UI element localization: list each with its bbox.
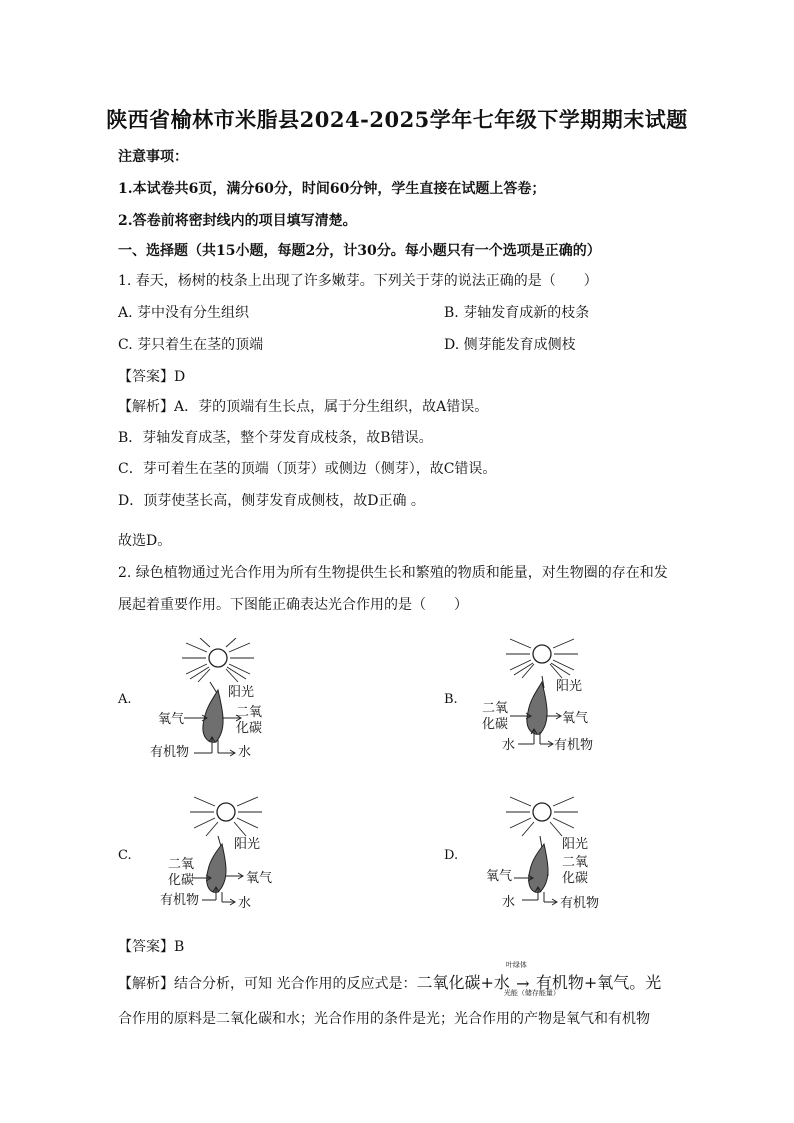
diagram-b-letter: B.: [444, 692, 458, 707]
question-1-option-d: D. 侧芽能发育成侧枝: [444, 337, 576, 353]
explanation-suffix: 。光: [629, 973, 662, 992]
light-ray-icon: [540, 836, 542, 848]
label-left-top-1: 二氧: [168, 857, 195, 872]
label-right-bottom: 有机物: [554, 738, 594, 753]
question-1-explanation-4: D．顶芽使茎长高，侧芽发育成侧枝，故D正确 。: [118, 493, 425, 509]
label-sunlight: 阳光: [234, 837, 261, 852]
question-1-answer: 【答案】D: [118, 369, 186, 385]
label-right-top-1: 二氧: [236, 705, 263, 720]
sun-icon: [506, 797, 578, 836]
explanation-prefix: 【解析】结合分析，可知 光合作用的反应式是：: [118, 976, 417, 992]
leaf-icon: [527, 682, 547, 734]
page-title: 陕西省榆林市米脂县2024-2025学年七年级下学期期末试题: [106, 107, 688, 132]
diagram-a: [118, 638, 318, 768]
label-sunlight: 阳光: [562, 837, 589, 852]
formula-arrow: 叶绿体 → 光能（储存能量）: [503, 961, 560, 997]
question-2-stem-line-1: 2. 绿色植物通过光合作用为所有生物提供生长和繁殖的物质和能量，对生物圈的存在和发: [118, 565, 668, 581]
question-2-stem-line-2: 展起着重要作用。下图能正确表达光合作用的是（ ）: [118, 597, 468, 613]
label-left-top: 氧气: [486, 869, 513, 884]
question-1-explanation-3: C．芽可着生在茎的顶端（顶芽）或侧边（侧芽），故C错误。: [118, 461, 497, 477]
diagram-d-letter: D.: [444, 848, 459, 863]
notice-heading: 注意事项：: [118, 149, 188, 165]
question-2-explanation-1: [118, 961, 662, 997]
label-right-top: 氧气: [562, 711, 589, 726]
label-right-top: 氧气: [246, 871, 273, 886]
label-left-bottom: 有机物: [150, 745, 190, 760]
label-left-top: 氧气: [158, 712, 185, 727]
question-1-explanation-2: B．芽轴发育成茎，整个芽发育成枝条，故B错误。: [118, 430, 433, 446]
label-left-top-2: 化碳: [168, 873, 195, 888]
question-1-explanation-1: 【解析】A．芽的顶端有生长点，属于分生组织，故A错误。: [118, 399, 489, 415]
question-1-option-a: A. 芽中没有分生组织: [118, 305, 250, 321]
sun-icon: [506, 639, 578, 678]
diagram-d: [444, 796, 644, 926]
label-left-bottom: 水: [502, 895, 516, 910]
diagram-c-letter: C.: [118, 848, 132, 863]
label-sunlight: 阳光: [228, 685, 255, 700]
diagram-c: [118, 796, 318, 926]
question-1-option-c: C. 芽只着生在茎的顶端: [118, 337, 264, 353]
label-left-bottom: 水: [502, 738, 516, 753]
notice-item-1: 1.本试卷共6页，满分60分，时间60分钟，学生直接在试题上答卷；: [118, 181, 546, 197]
formula-products: 有机物+氧气: [535, 973, 630, 992]
label-left-top-2: 化碳: [482, 717, 509, 732]
label-sun-3: 化碳: [562, 871, 589, 886]
question-1-option-b: B. 芽轴发育成新的枝条: [444, 305, 590, 321]
label-sunlight: 阳光: [556, 679, 583, 694]
formula-reactants: 二氧化碳+水: [416, 973, 510, 992]
sun-icon: [182, 638, 254, 682]
formula-condition-bottom: 光能（储存能量）: [503, 989, 560, 997]
label-left-bottom: 有机物: [160, 893, 200, 908]
question-2-answer: 【答案】B: [118, 939, 185, 955]
question-2-explanation-2: 合作用的原料是二氧化碳和水；光合作用的条件是光；光合作用的产物是氧气和有机物: [118, 1011, 650, 1027]
leaf-icon: [203, 690, 223, 742]
sun-icon: [190, 797, 262, 836]
formula-condition-top: 叶绿体: [505, 961, 527, 969]
diagram-a-letter: A.: [118, 692, 132, 707]
label-left-top-1: 二氧: [482, 701, 509, 716]
diagram-b: [444, 636, 644, 766]
label-right-bottom: 有机物: [560, 896, 600, 911]
label-sun-2: 二氧: [562, 855, 589, 870]
leaf-icon: [529, 844, 548, 892]
section-heading: 一、选择题（共15小题，每题2分，计30分。每小题只有一个选项是正确的）: [118, 243, 601, 259]
label-right-top-2: 化碳: [236, 721, 263, 736]
notice-item-2: 2.答卷前将密封线内的项目填写清楚。: [118, 213, 357, 229]
question-1-conclusion: 故选D。: [118, 533, 172, 549]
question-1-stem: 1. 春天，杨树的枝条上出现了许多嫩芽。下列关于芽的说法正确的是（ ）: [118, 273, 598, 289]
label-right-bottom: 水: [238, 745, 252, 760]
label-right-bottom: 水: [238, 896, 252, 911]
leaf-icon: [207, 844, 226, 892]
